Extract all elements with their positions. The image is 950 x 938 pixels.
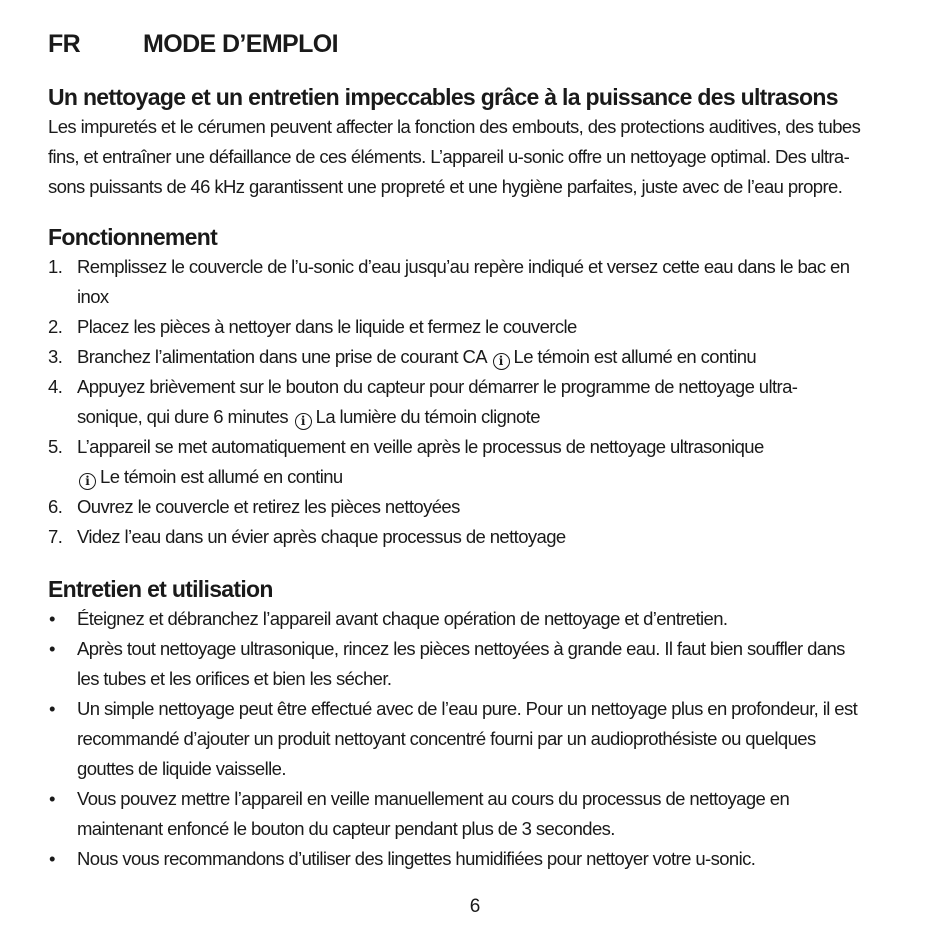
info-icon: i (493, 353, 510, 370)
step-text: inox (77, 286, 109, 307)
step-item (48, 312, 910, 342)
info-icon: i (295, 413, 312, 430)
bullet: • (49, 608, 55, 629)
page-title: MODE D’EMPLOI (143, 30, 338, 58)
step-text: Branchez l’alimentation dans une prise de courant CA (77, 346, 486, 367)
bullet: • (49, 788, 55, 809)
care-item (48, 694, 910, 784)
step-item (48, 492, 910, 522)
care-list (48, 604, 910, 874)
care-text: maintenant enfoncé le bouton du capteur pendant plus de 3 secondes. (77, 818, 615, 839)
care-item (48, 844, 910, 874)
step-text: Placez les pièces à nettoyer dans le liquide et fermez le couvercle (77, 316, 577, 337)
step-item (48, 372, 910, 432)
care-item (48, 604, 910, 634)
step-text: Ouvrez le couvercle et retirez les pièces nettoyées (77, 496, 460, 517)
step-text: Videz l’eau dans un évier après chaque processus de nettoyage (77, 526, 566, 547)
step-number: 2. (48, 316, 63, 337)
page-header (48, 30, 910, 70)
language-code: FR (48, 30, 81, 58)
steps-list (48, 252, 910, 552)
step-text: sonique, qui dure 6 minutes (77, 406, 289, 427)
bullet: • (49, 848, 55, 869)
care-text: les tubes et les orifices et bien les sécher. (77, 668, 392, 689)
step-info-text: Le témoin est allumé en continu (513, 346, 757, 367)
step-number: 1. (48, 256, 63, 277)
care-item (48, 634, 910, 694)
care-text: Éteignez et débranchez l’appareil avant chaque opération de nettoyage et d’entretien. (77, 608, 728, 629)
page-number: 6 (469, 896, 481, 917)
intro-line: sons puissants de 46 kHz garantissent une propreté et une hygiène parfaites, juste avec de l’eau propre. (48, 176, 843, 197)
bullet: • (49, 638, 55, 659)
step-number: 4. (48, 376, 63, 397)
step-number: 6. (48, 496, 63, 517)
step-item (48, 432, 910, 492)
manual-page (48, 30, 910, 874)
step-item (48, 342, 910, 372)
fonctionnement-heading: Fonctionnement (48, 224, 218, 250)
step-text: Remplissez le couvercle de l’u-sonic d’eau jusqu’au repère indiqué et versez cette eau dans le bac en (77, 256, 850, 277)
care-item (48, 784, 910, 844)
care-text: Nous vous recommandons d’utiliser des lingettes humidifiées pour nettoyer votre u-sonic. (77, 848, 756, 869)
entretien-heading: Entretien et utilisation (48, 576, 273, 602)
step-item (48, 522, 910, 552)
care-text: gouttes de liquide vaisselle. (77, 758, 286, 779)
care-text: Après tout nettoyage ultrasonique, rincez les pièces nettoyées à grande eau. Il faut bien souffler dans (77, 638, 845, 659)
step-number: 5. (48, 436, 63, 457)
step-info-text: Le témoin est allumé en continu (100, 466, 343, 487)
care-text: Vous pouvez mettre l’appareil en veille manuellement au cours du processus de nettoyage en (77, 788, 790, 809)
step-number: 7. (48, 526, 63, 547)
info-icon: i (79, 473, 96, 490)
step-text: L’appareil se met automatiquement en veille après le processus de nettoyage ultrasonique (77, 436, 764, 457)
intro-line: Les impuretés et le cérumen peuvent affecter la fonction des embouts, des protections auditives, des tubes (48, 116, 861, 137)
intro-line: fins, et entraîner une défaillance de ces éléments. L’appareil u-sonic offre un nettoyage optimal. Des ultra- (48, 146, 850, 167)
intro-paragraph (48, 112, 910, 202)
care-text: Un simple nettoyage peut être effectué avec de l’eau pure. Pour un nettoyage plus en profondeur, il est (77, 698, 858, 719)
step-number: 3. (48, 346, 63, 367)
intro-heading: Un nettoyage et un entretien impeccables grâce à la puissance des ultrasons (48, 84, 838, 110)
bullet: • (49, 698, 55, 719)
step-item (48, 252, 910, 312)
care-text: recommandé d’ajouter un produit nettoyant concentré fourni par un audioprothésiste ou quelques (77, 728, 816, 749)
step-info-text: La lumière du témoin clignote (315, 406, 540, 427)
step-text: Appuyez brièvement sur le bouton du capteur pour démarrer le programme de nettoyage ultra- (77, 376, 798, 397)
